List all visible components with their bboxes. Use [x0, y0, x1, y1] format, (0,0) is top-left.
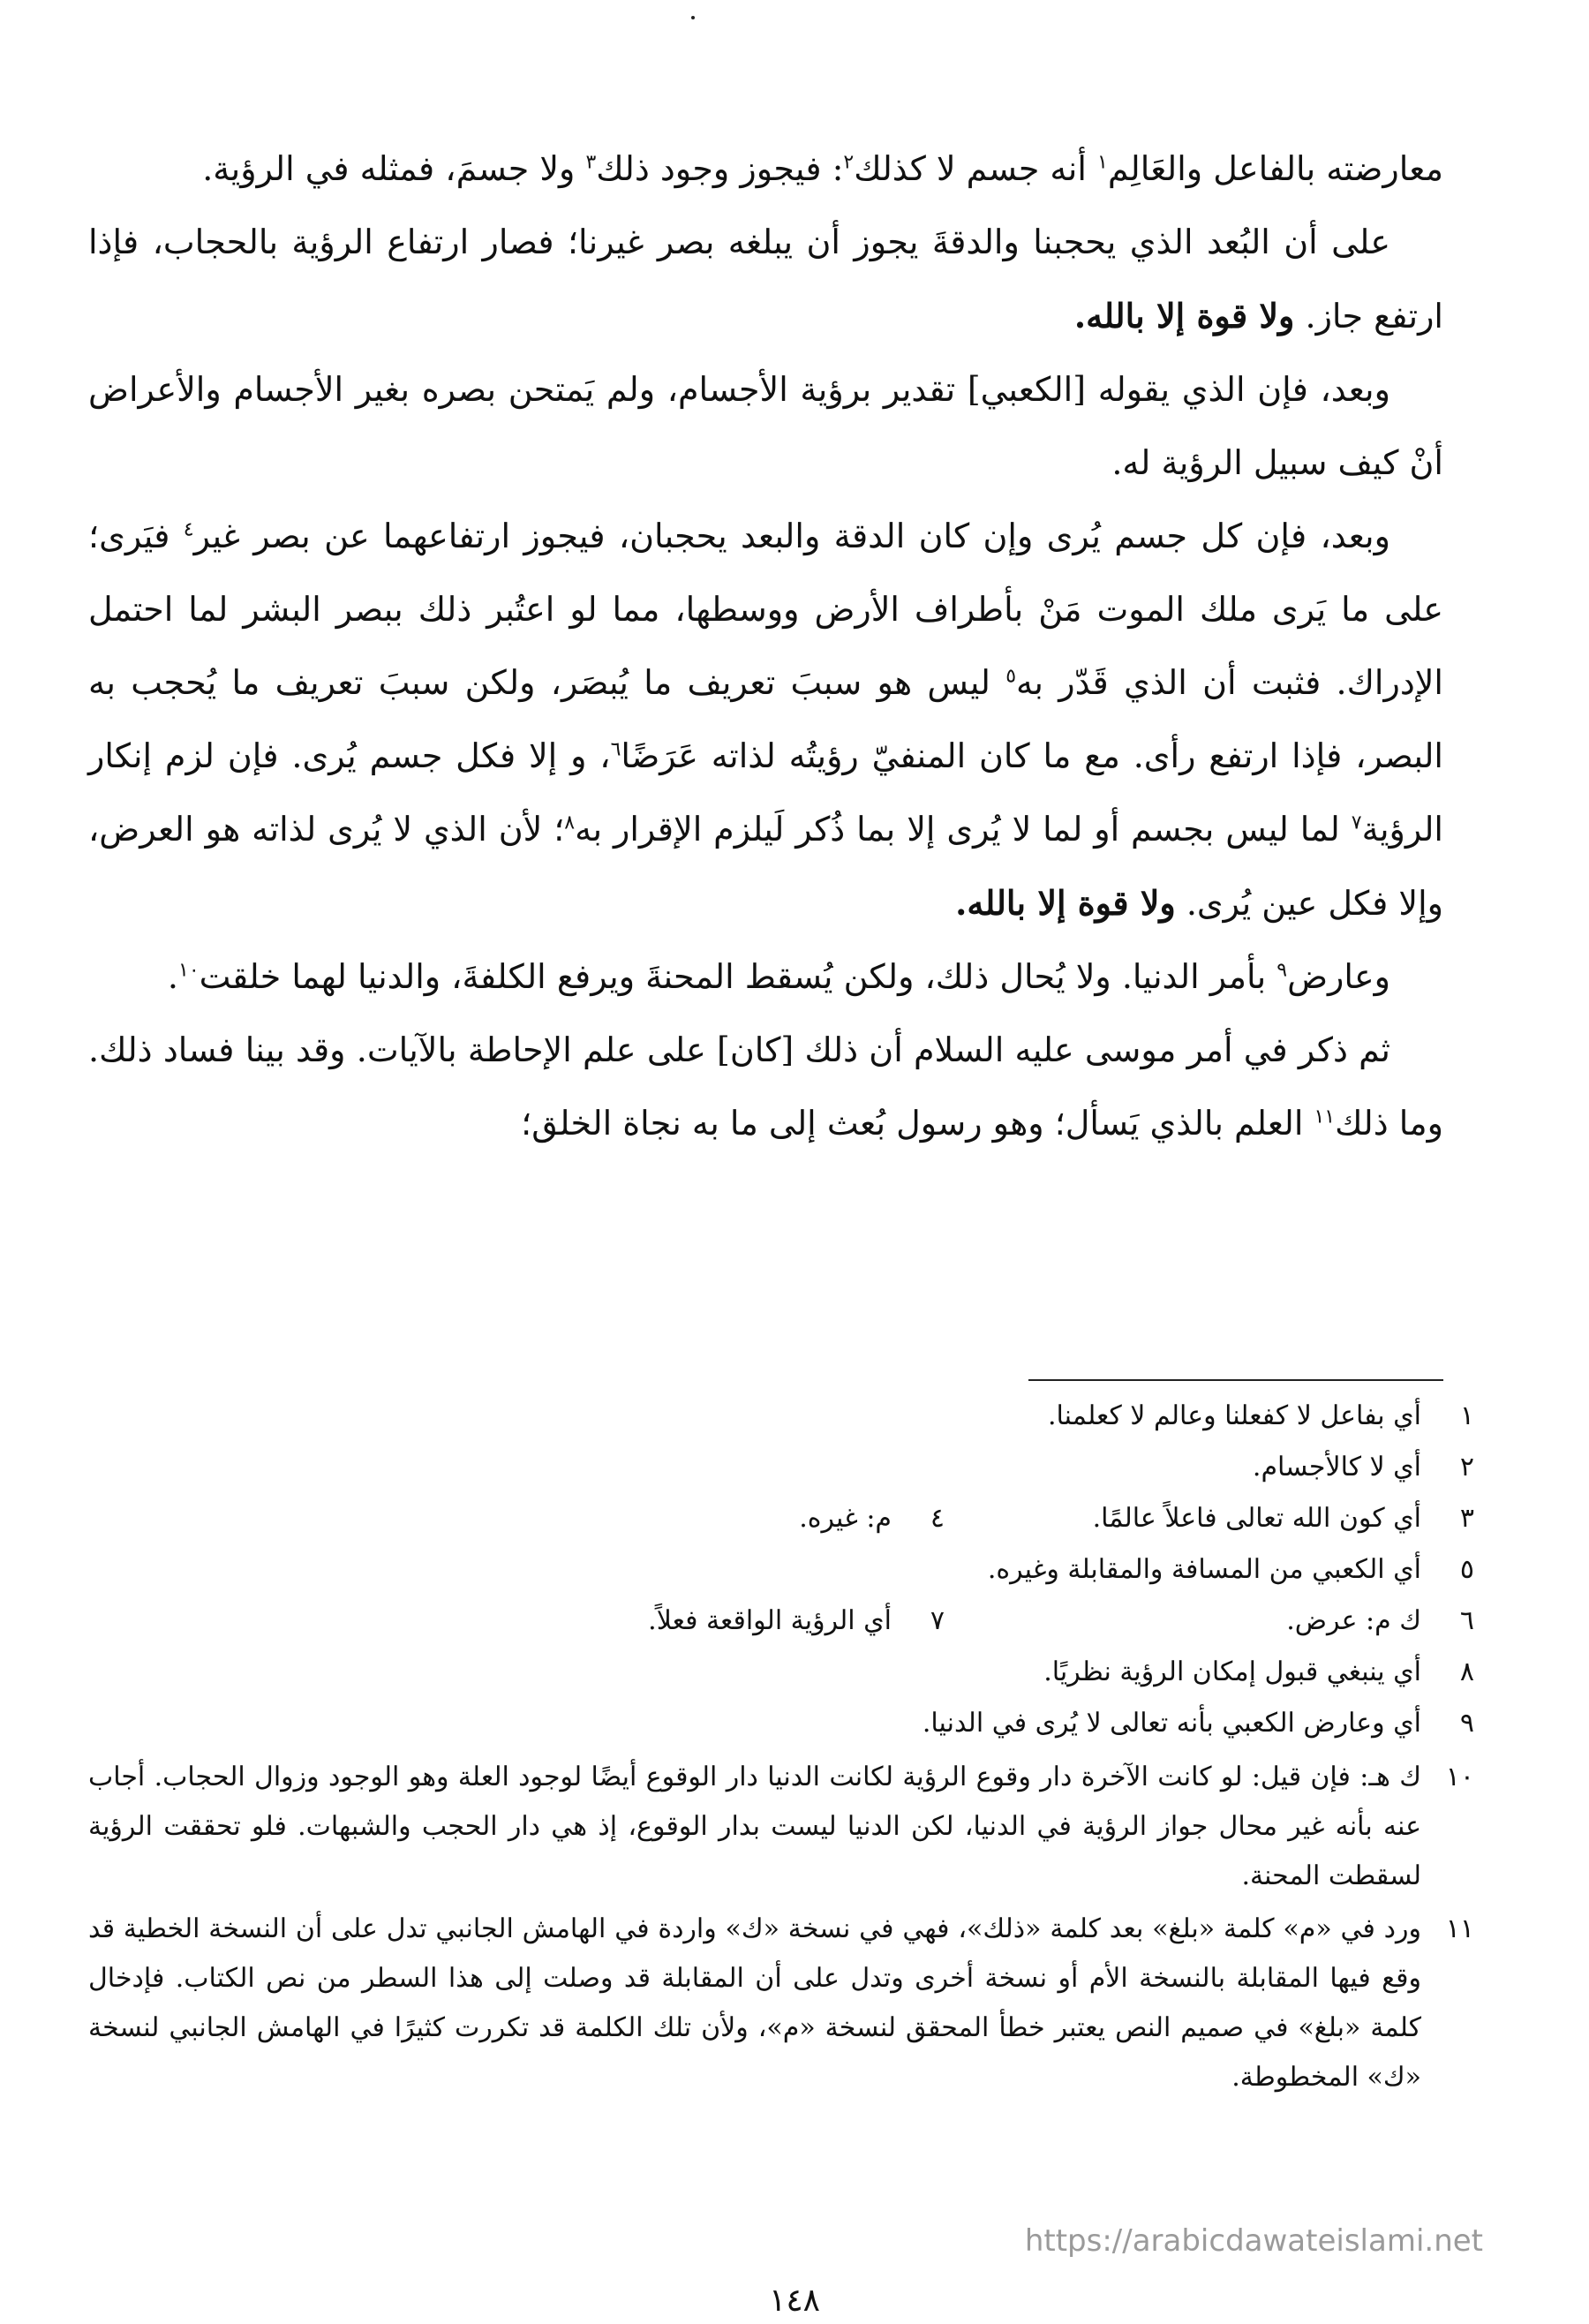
- page-number: ١٤٨: [768, 2282, 820, 2319]
- main-text: [88, 132, 1443, 1160]
- footnote-ref-8[interactable]: ٨: [564, 811, 576, 834]
- paragraph-5: [88, 940, 1443, 1014]
- text-run: على أن البُعد الذي يحجبنا والدقةَ يجوز أن يبلغه بصر غيرنا؛ فصار ارتفاع الرؤية بالحجاب، فإذا ارتفع جاز.: [88, 223, 1443, 336]
- footnote-number: ٦: [1459, 1605, 1474, 1636]
- footnote-5: [88, 1544, 1474, 1596]
- footnote-ref-6[interactable]: ٦: [610, 738, 621, 761]
- text-run: أنه جسم لا كذلك: [854, 149, 1098, 188]
- text-run: وبعد، فإن كل جسم يُرى وإن كان الدقة والبعد يحجبان، فيجوز ارتفاعهما عن بصر غير: [193, 517, 1390, 555]
- top-dot: [691, 16, 695, 19]
- footnote-text: أي وعارض الكعبي بأنه تعالى لا يُرى في الدنيا.: [922, 1708, 1421, 1739]
- text-run: ولا جسمَ، فمثله في الرؤية.: [202, 149, 586, 188]
- text-run: ثم ذكر في أمر موسى عليه السلام أن ذلك [كان] على علم الإحاطة بالآيات. وقد بينا فساد ذلك. وما ذلك: [88, 1030, 1443, 1143]
- footnote-number: ٣: [1459, 1503, 1474, 1534]
- footnote-1: [88, 1391, 1474, 1442]
- watermark-url: https://arabicdawateislami.net: [1024, 2223, 1483, 2259]
- footnote-ref-7[interactable]: ٧: [1351, 811, 1362, 834]
- footnote-number: ٨: [1459, 1656, 1474, 1687]
- footnote-4: [415, 1493, 945, 1544]
- text-run: : فيجوز وجود ذلك: [596, 149, 844, 188]
- footnote-ref-4[interactable]: ٤: [183, 518, 194, 541]
- footnote-number: ٤: [930, 1503, 945, 1534]
- bold-phrase: ولا قوة إلا بالله.: [1073, 296, 1295, 336]
- footnote-9: [88, 1698, 1474, 1749]
- text-run: وعارض: [1287, 957, 1390, 996]
- paragraph-1: [88, 132, 1443, 206]
- footnote-text: أي بفاعل لا كفعلنا وعالم لا كعلمنا.: [1048, 1400, 1421, 1431]
- text-run: فيَرى؛ على ما يَرى ملك الموت مَنْ بأطراف الأرض ووسطها، مما لو اعتُبر ذلك ببصر البشر لما احتمل الإدراك. فثبت أن الذي قَدّر به: [88, 517, 1443, 702]
- paragraph-6: [88, 1014, 1443, 1160]
- footnote-row-3-4: [88, 1493, 1474, 1544]
- text-run: معارضته بالفاعل والعَالِم: [1107, 149, 1443, 188]
- footnote-text: أي كون الله تعالى فاعلاً عالمًا.: [1092, 1503, 1421, 1534]
- text-run: .: [167, 957, 178, 996]
- footnote-text: ك هـ: فإن قيل: لو كانت الآخرة دار وقوع الرؤية لكانت الدنيا دار الوقوع أيضًا لوجود العلة وهو الوجود وزوال الحجاب. أجاب عنه بأنه غير محال جواز الرؤية في الدنيا، لكن الدنيا ليست بدار الوقوع، إذ هي دار الحجب والشبهات. فلو تحققت الرؤية لسقطت المحنة.: [88, 1762, 1421, 1891]
- footnote-ref-1[interactable]: ١: [1097, 151, 1108, 174]
- footnote-6: [945, 1596, 1474, 1647]
- text-run: ، و إلا فكل جسم يُرى. فإن لزم إنكار الرؤية: [88, 736, 1443, 849]
- text-run: ليس هو سببَ تعريف ما يُبصَر، ولكن سببَ تعريف ما يُحجب به البصر، فإذا ارتفع رأى. مع ما كان المنفيّ رؤيتُه لذاته عَرَضًا: [88, 663, 1443, 775]
- footnote-text: أي لا كالأجسام.: [1252, 1452, 1421, 1483]
- footnote-number: ٢: [1459, 1452, 1474, 1483]
- footnote-10: [88, 1753, 1474, 1901]
- footnote-text: م: غيره.: [799, 1503, 892, 1534]
- footnote-number: ١١: [1445, 1913, 1474, 1944]
- footnote-ref-2[interactable]: ٢: [843, 151, 855, 174]
- footnote-ref-9[interactable]: ٩: [1276, 959, 1288, 982]
- footnote-ref-3[interactable]: ٣: [585, 151, 597, 174]
- bold-phrase: ولا قوة إلا بالله.: [955, 883, 1176, 923]
- footnote-number: ٥: [1459, 1554, 1474, 1585]
- footnote-11: [88, 1905, 1474, 2102]
- footnote-number: ١٠: [1445, 1762, 1474, 1792]
- paragraph-2: [88, 206, 1443, 353]
- footnote-text: أي الكعبي من المسافة والمقابلة وغيره.: [987, 1554, 1421, 1585]
- footnote-3: [945, 1493, 1474, 1544]
- text-run: وبعد، فإن الذي يقوله [الكعبي] تقدير برؤية الأجسام، ولم يَمتحن بصره بغير الأجسام والأعراض أنْ كيف سبيل الرؤية له.: [88, 370, 1443, 482]
- footnote-text: ك م: عرض.: [1286, 1605, 1421, 1636]
- footnote-2: [88, 1442, 1474, 1493]
- text-run: بأمر الدنيا. ولا يُحال ذلك، ولكن يُسقط المحنةَ ويرفع الكلفةَ، والدنيا لهما خلقت: [199, 957, 1277, 996]
- footnote-row-6-7: [88, 1596, 1474, 1647]
- footnote-text: ورد في «م» كلمة «بلغ» بعد كلمة «ذلك»، فهي في نسخة «ك» واردة في الهامش الجانبي تدل على أن النسخة الخطية قد وقع فيها المقابلة بالنسخة الأم أو نسخة أخرى وتدل على أن المقابلة قد وصلت إلى هذا السطر من نص الكتاب. فإدخال كلمة «بلغ» في صميم النص يعتبر خطأ المحقق لنسخة «م»، ولأن تلك الكلمة قد تكررت كثيرًا في الهامش الجانبي لنسخة «ك» المخطوطة.: [88, 1913, 1421, 2093]
- footnote-number: ١: [1459, 1400, 1474, 1431]
- footnote-ref-11[interactable]: ١١: [1314, 1105, 1336, 1128]
- text-run: ؛ لأن الذي لا يُرى لذاته هو العرض، وإلا فكل عين يُرى.: [88, 810, 1443, 923]
- footnote-separator: [1028, 1379, 1443, 1381]
- footnote-7: [415, 1596, 945, 1647]
- paragraph-4: [88, 500, 1443, 940]
- paragraph-3: [88, 353, 1443, 500]
- footnote-ref-5[interactable]: ٥: [1005, 665, 1017, 688]
- footnote-8: [88, 1647, 1474, 1698]
- footnote-text: أي الرؤية الواقعة فعلاً.: [648, 1605, 892, 1636]
- footnote-number: ٧: [930, 1605, 945, 1636]
- footnote-number: ٩: [1459, 1708, 1474, 1739]
- footnotes: [88, 1391, 1474, 2102]
- text-run: لما ليس بجسم أو لما لا يُرى إلا بما ذُكر لَيلزم الإقرار به: [575, 810, 1352, 849]
- footnote-text: أي ينبغي قبول إمكان الرؤية نظريًا.: [1043, 1656, 1421, 1687]
- footnote-ref-10[interactable]: ١٠: [178, 959, 200, 982]
- text-run: العلم بالذي يَسأل؛ وهو رسول بُعث إلى ما به نجاة الخلق؛: [521, 1104, 1314, 1143]
